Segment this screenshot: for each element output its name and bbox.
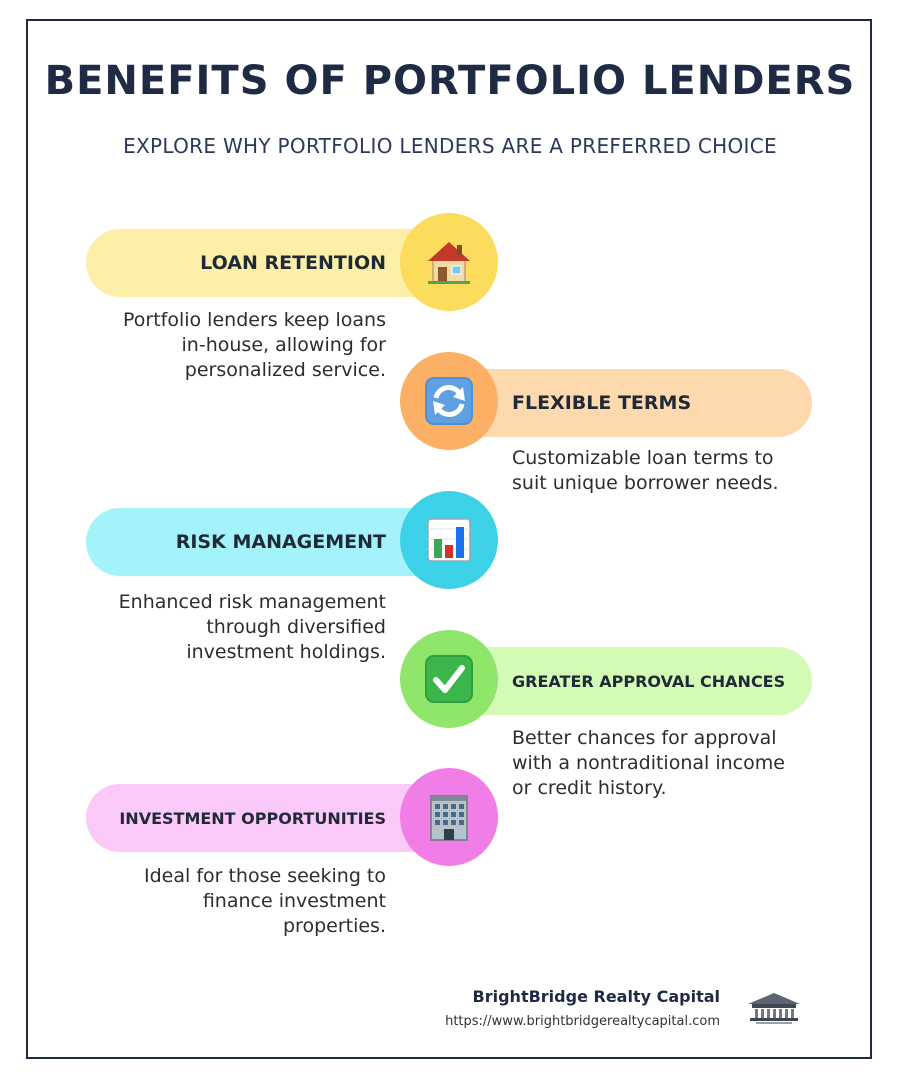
benefit-title: GREATER APPROVAL CHANCES bbox=[512, 671, 786, 691]
benefit-description: Better chances for approval with a nontraditional income or credit history. bbox=[512, 727, 785, 799]
refresh-icon bbox=[423, 375, 475, 427]
benefit-title: FLEXIBLE TERMS bbox=[512, 392, 692, 414]
benefit-title: RISK MANAGEMENT bbox=[175, 531, 386, 553]
company-name: BrightBridge Realty Capital bbox=[472, 987, 720, 1006]
benefit-circle bbox=[400, 352, 498, 450]
benefit-description: Ideal for those seeking to finance investment properties. bbox=[144, 865, 386, 937]
page-title: BENEFITS OF PORTFOLIO LENDERS bbox=[44, 58, 856, 104]
company-url[interactable]: https://www.brightbridgerealtycapital.com bbox=[445, 1014, 720, 1029]
benefit-title: INVESTMENT OPPORTUNITIES bbox=[119, 808, 386, 828]
benefit-circle bbox=[400, 630, 498, 728]
benefit-title: LOAN RETENTION bbox=[200, 252, 386, 274]
office-building-icon bbox=[425, 792, 473, 842]
building-logo-icon bbox=[744, 990, 804, 1031]
page-subtitle: EXPLORE WHY PORTFOLIO LENDERS ARE A PREFERRED CHOICE bbox=[123, 134, 777, 158]
benefit-circle bbox=[400, 491, 498, 589]
benefit-description: Enhanced risk management through diversified investment holdings. bbox=[118, 591, 386, 663]
benefit-description: Customizable loan terms to suit unique borrower needs. bbox=[512, 447, 779, 494]
bar-chart-icon bbox=[424, 515, 474, 565]
benefit-circle bbox=[400, 213, 498, 311]
benefit-circle bbox=[400, 768, 498, 866]
benefit-description: Portfolio lenders keep loans in-house, allowing for personalized service. bbox=[122, 309, 386, 381]
house-icon bbox=[424, 237, 474, 287]
check-mark-icon bbox=[423, 653, 475, 705]
